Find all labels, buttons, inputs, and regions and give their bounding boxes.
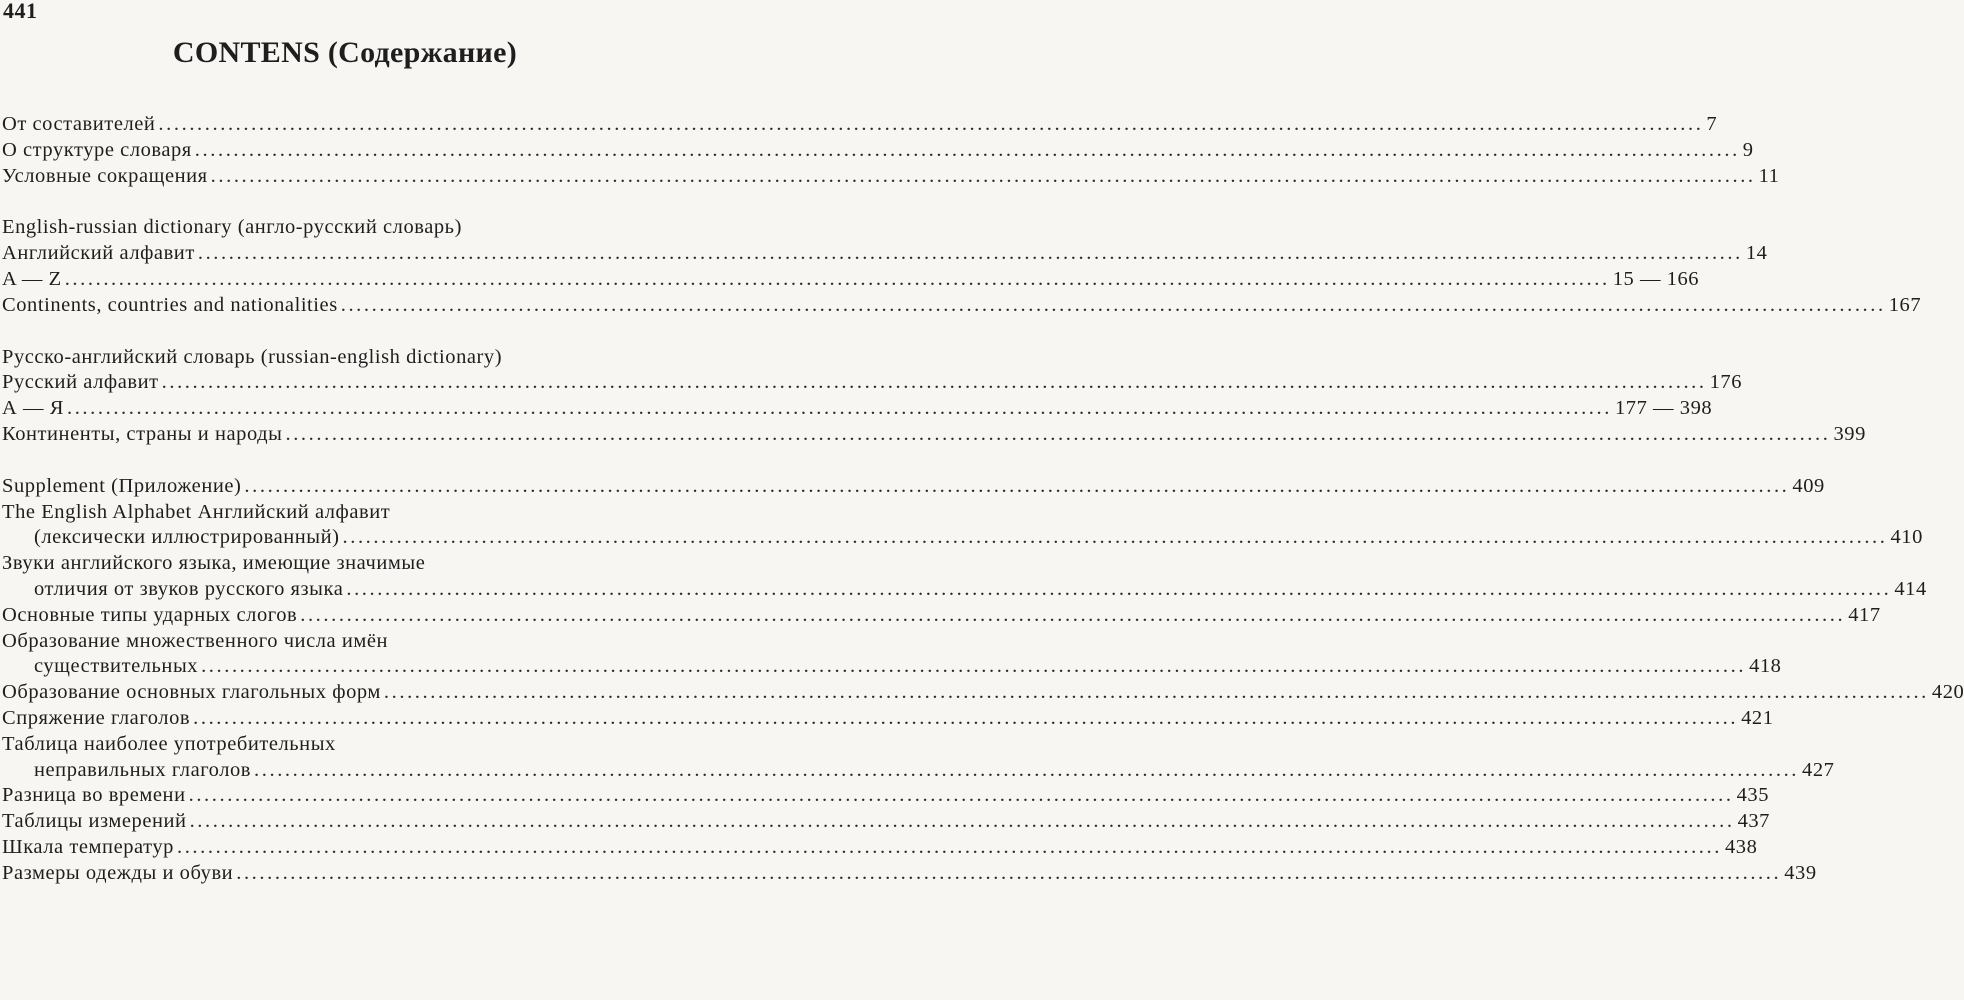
toc-page-number: 176	[1709, 371, 1743, 394]
toc-entry-label: От составителей	[2, 113, 156, 135]
toc-entry-label: А — Я	[2, 397, 64, 420]
dot-leader: ........................................................................................................................................................................................................	[342, 526, 1888, 549]
toc-page-number: 11	[1758, 164, 1780, 187]
toc-entry-label: The English Alphabet Английский алфавит	[2, 500, 391, 523]
toc-entry-line	[2, 551, 638, 577]
toc-entry-line	[2, 241, 1768, 267]
dot-leader: ........................................................................................................................................................................................................	[64, 267, 1610, 290]
toc-entry-label: О структуре словаря	[2, 138, 192, 161]
toc-page-number: 409	[1792, 474, 1825, 497]
toc-entry-line	[2, 396, 1713, 422]
page-number: 441	[3, 0, 38, 23]
dot-leader: ........................................................................................................................................................................................................	[66, 397, 1612, 420]
toc-entry-line	[2, 783, 1769, 809]
toc-page-number: 15 — 166	[1612, 267, 1700, 290]
toc-page-number: 14	[1745, 242, 1768, 265]
toc-entry-line	[2, 706, 1774, 732]
toc-entry-label: отличия от звуков русского языка	[34, 577, 344, 600]
toc-page-number: 427	[1802, 758, 1835, 781]
toc-page-number: 437	[1737, 810, 1770, 833]
toc-page-number: 177 — 398	[1614, 397, 1713, 420]
dot-leader: ........................................................................................................................................................................................................	[201, 655, 1747, 678]
toc-entry-label: неправильных глаголов	[34, 758, 252, 781]
dot-leader: ........................................................................................................................................................................................................	[161, 371, 1707, 394]
toc-page-number: 7	[1706, 113, 1718, 135]
toc-entry-line	[2, 835, 1758, 861]
toc-page-number: 417	[1848, 603, 1881, 626]
toc-page-number: 420	[1931, 681, 1964, 704]
toc-entry-label: Условные сокращения	[2, 164, 208, 187]
toc-entry-line	[2, 112, 1718, 138]
toc-entry-line	[2, 138, 1754, 164]
toc-entry-label: существительных	[34, 655, 199, 678]
toc-entry-line	[2, 474, 1825, 500]
dot-leader: ........................................................................................................................................................................................................	[189, 810, 1735, 833]
dot-leader: ........................................................................................................................................................................................................	[236, 861, 1782, 884]
toc-page-number: 418	[1749, 655, 1782, 678]
toc-page-number: 9	[1742, 138, 1754, 161]
toc-entry-label: (лексически иллюстрированный)	[34, 526, 340, 549]
toc-page-number: 399	[1833, 422, 1866, 445]
toc-page-number: 438	[1724, 835, 1758, 858]
toc-entry-label: Образование множественного числа имён	[2, 629, 389, 652]
toc-entry-label: Continents, countries and nationalities	[2, 293, 338, 316]
toc-entry-line	[2, 370, 1743, 396]
section-gap	[2, 448, 638, 474]
page-title: CONTENS (Содержание)	[172, 36, 518, 69]
toc-entry-line	[2, 500, 638, 526]
toc-entry-line	[2, 732, 638, 758]
toc-entry-label: Английский алфавит	[2, 242, 195, 265]
toc-entry-line	[2, 809, 1770, 835]
dot-leader: ........................................................................................................................................................................................................	[254, 758, 1800, 781]
toc-entry-line	[2, 293, 1922, 319]
toc-entry-line	[2, 267, 1700, 293]
section-heading: English-russian dictionary (англо-русский словарь)	[2, 216, 462, 239]
dot-leader: ........................................................................................................................................................................................................	[346, 577, 1892, 600]
toc-entry-line	[2, 603, 1881, 629]
toc-entry-line	[2, 654, 1782, 680]
toc-entry-label: Таблицы измерений	[2, 810, 187, 833]
toc-entry-label: Supplement (Приложение)	[2, 474, 242, 497]
toc-entry-label: Континенты, страны и народы	[2, 422, 283, 445]
toc-entry-label: Звуки английского языка, имеющие значимые	[2, 552, 426, 575]
dot-leader: ........................................................................................................................................................................................................	[383, 681, 1929, 704]
toc-entry-label: Разница во времени	[2, 784, 186, 807]
toc-page-number: 414	[1894, 577, 1927, 600]
toc-entry-line	[2, 629, 638, 655]
table-of-contents	[2, 112, 1964, 887]
toc-entry-label: Русский алфавит	[2, 371, 159, 394]
section-gap	[2, 319, 638, 345]
toc-page-number: 439	[1784, 861, 1817, 884]
toc-entry-label: Размеры одежды и обуви	[2, 861, 234, 884]
dot-leader: ........................................................................................................................................................................................................	[197, 242, 1743, 265]
dot-leader: ........................................................................................................................................................................................................	[244, 474, 1790, 497]
toc-page-number: 167	[1888, 293, 1922, 316]
toc-entry-line	[2, 422, 1866, 448]
toc-entry-line	[2, 164, 1780, 190]
toc-entry-line	[2, 577, 1927, 603]
dot-leader: ........................................................................................................................................................................................................	[188, 784, 1734, 807]
toc-page-number: 410	[1890, 526, 1923, 549]
toc-entry-label: Шкала температур	[2, 835, 174, 858]
dot-leader: ........................................................................................................................................................................................................	[340, 293, 1886, 316]
toc-entry-line	[2, 861, 1817, 887]
toc-entry-line	[2, 758, 1835, 784]
dot-leader: ........................................................................................................................................................................................................	[193, 706, 1739, 729]
toc-page-number: 435	[1736, 784, 1769, 807]
toc-entry-line	[2, 680, 1964, 706]
toc-entry-line	[2, 525, 1923, 551]
dot-leader: ........................................................................................................................................................................................................	[285, 422, 1831, 445]
toc-entry-label: Спряжение глаголов	[2, 706, 191, 729]
dot-leader: ........................................................................................................................................................................................................	[300, 603, 1846, 626]
toc-entry-label: Таблица наиболее употребительных	[2, 732, 336, 755]
dot-leader: ........................................................................................................................................................................................................	[176, 835, 1722, 858]
dot-leader: ........................................................................................................................................................................................................	[194, 138, 1740, 161]
toc-entry-label: Основные типы ударных слогов	[2, 603, 298, 626]
toc-page-number: 421	[1741, 706, 1774, 729]
section-gap	[2, 189, 638, 215]
toc-entry-label: Образование основных глагольных форм	[2, 681, 381, 704]
dot-leader: ........................................................................................................................................................................................................	[210, 164, 1756, 187]
toc-entry-label: A — Z	[2, 267, 62, 290]
dot-leader: ........................................................................................................................................................................................................	[158, 113, 1704, 135]
section-heading: Русско-английский словарь (russian-english dictionary)	[2, 345, 503, 368]
